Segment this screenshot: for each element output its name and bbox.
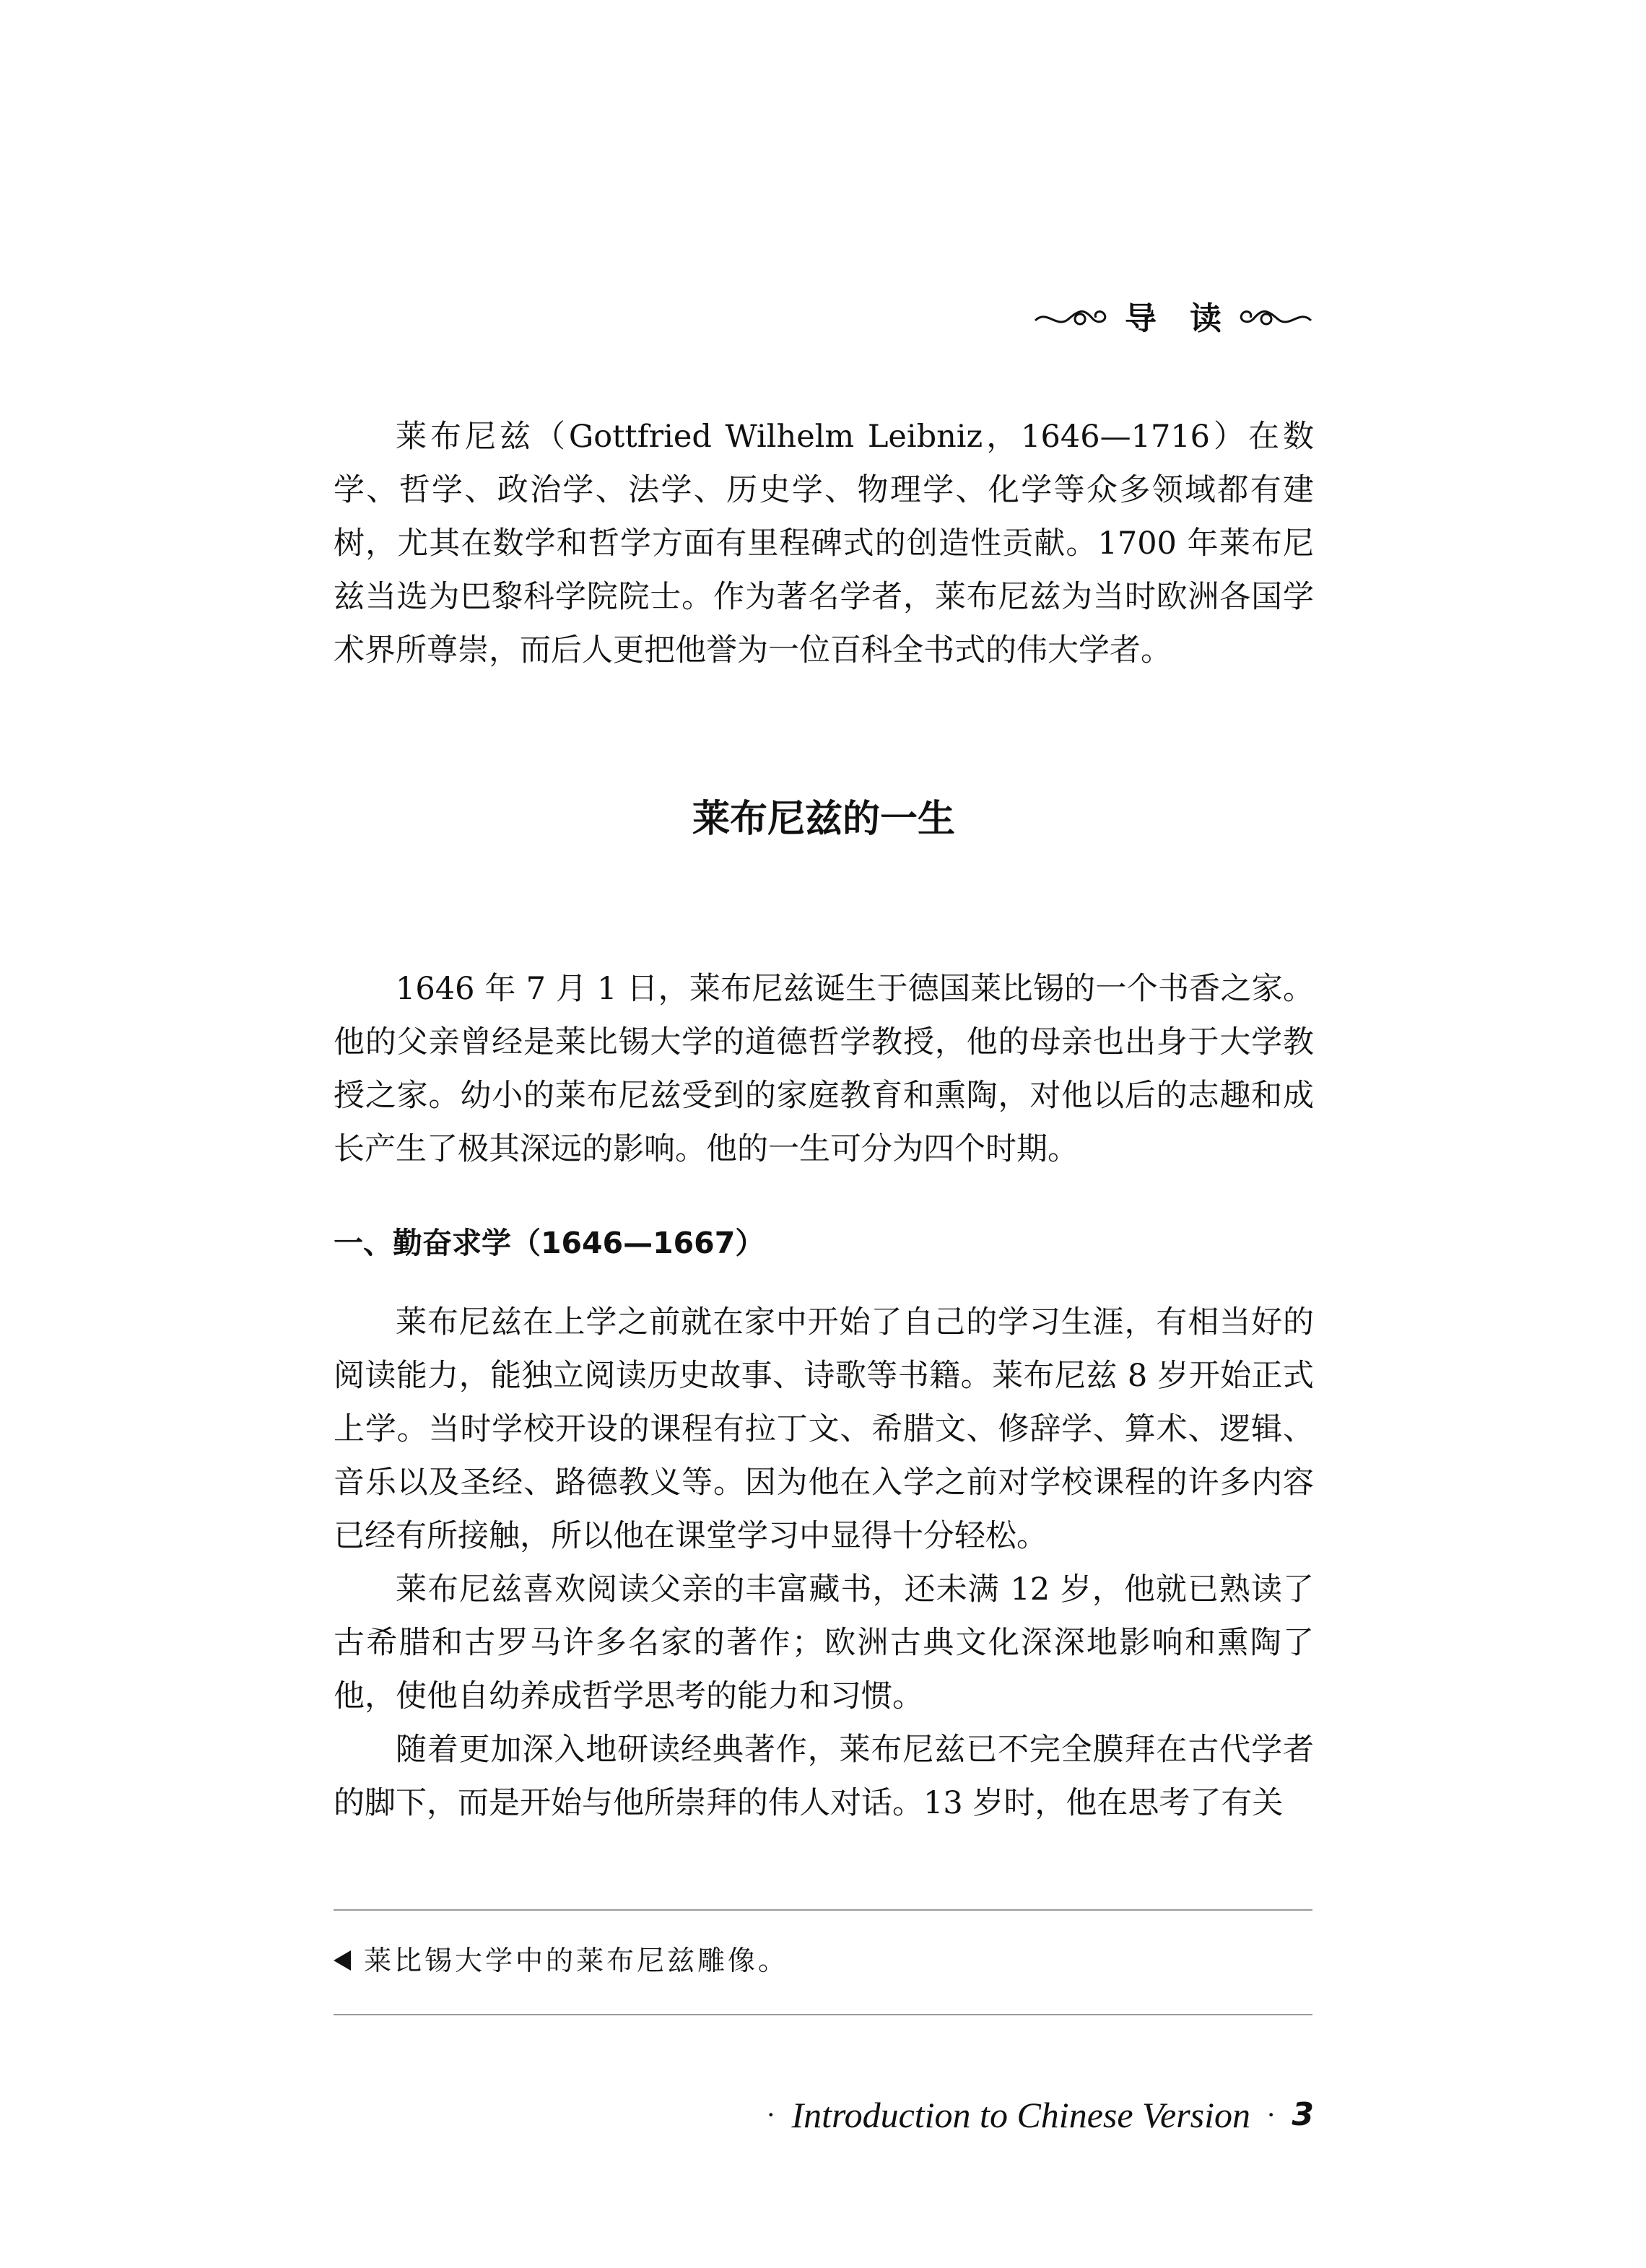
intro-text — [334, 410, 1314, 677]
subsection-text — [334, 1296, 1314, 1830]
bullet-icon: · — [766, 2098, 776, 2131]
left-pointer-icon — [334, 1950, 351, 1971]
subsection-heading: 一、勤奋求学（1646—1667） — [334, 1226, 765, 1260]
right-flourish-icon — [1234, 305, 1314, 333]
section-text — [334, 962, 1314, 1176]
paragraph: 莱布尼兹在上学之前就在家中开始了自己的学习生涯，有相当好的阅读能力，能独立阅读历史故事、诗歌等书籍。莱布尼兹 8 岁开始正式上学。当时学校开设的课程有拉丁文、希腊文、修辞学、算术、逻辑、音乐以及圣经、路德教义等。因为他在入学之前对学校课程的许多内容已经有所接触，所以他在课堂学习中显得十分轻松。 — [334, 1304, 1314, 1554]
caption-text: 莱比锡大学中的莱布尼兹雕像。 — [364, 1945, 789, 1976]
paragraph: 随着更加深入地研读经典著作，莱布尼兹已不完全膜拜在古代学者的脚下，而是开始与他所崇拜的伟人对话。13 岁时，他在思考了有关 — [334, 1732, 1314, 1821]
left-flourish-icon — [1032, 305, 1112, 333]
intro-paragraph: 莱布尼兹（Gottfried Wilhelm Leibniz，1646—1716）在数学、哲学、政治学、法学、历史学、物理学、化学等众多领域都有建树，尤其在数学和哲学方面有里程碑式的创造性贡献。1700 年莱布尼兹当选为巴黎科学院院士。作为著名学者，莱布尼兹为当时欧洲各国学术界所尊崇，而后人更把他誉为一位百科全书式的伟大学者。 — [334, 419, 1314, 668]
running-title: 导读 — [1125, 300, 1255, 337]
paragraph: 莱布尼兹喜欢阅读父亲的丰富藏书，还未满 12 岁，他就已熟读了古希腊和古罗马许多名家的著作；欧洲古典文化深深地影响和熏陶了他，使他自幼养成哲学思考的能力和习惯。 — [334, 1571, 1314, 1714]
section-paragraph: 1646 年 7 月 1 日，莱布尼兹诞生于德国莱比锡的一个书香之家。他的父亲曾经是莱比锡大学的道德哲学教授，他的母亲也出身于大学教授之家。幼小的莱布尼兹受到的家庭教育和熏陶，对他以后的志趣和成长产生了极其深远的影响。他的一生可分为四个时期。 — [334, 971, 1314, 1167]
caption-divider-bottom — [334, 2014, 1312, 2015]
page-footer — [766, 2093, 1314, 2137]
figure-caption — [334, 1942, 788, 1979]
bullet-icon: · — [1266, 2098, 1276, 2131]
footer-book-title: Introduction to Chinese Version — [791, 2095, 1251, 2135]
section-title: 莱布尼兹的一生 — [692, 797, 955, 841]
caption-divider-top — [334, 1909, 1312, 1911]
running-head — [1032, 300, 1314, 337]
page-number: 3 — [1292, 2096, 1314, 2133]
